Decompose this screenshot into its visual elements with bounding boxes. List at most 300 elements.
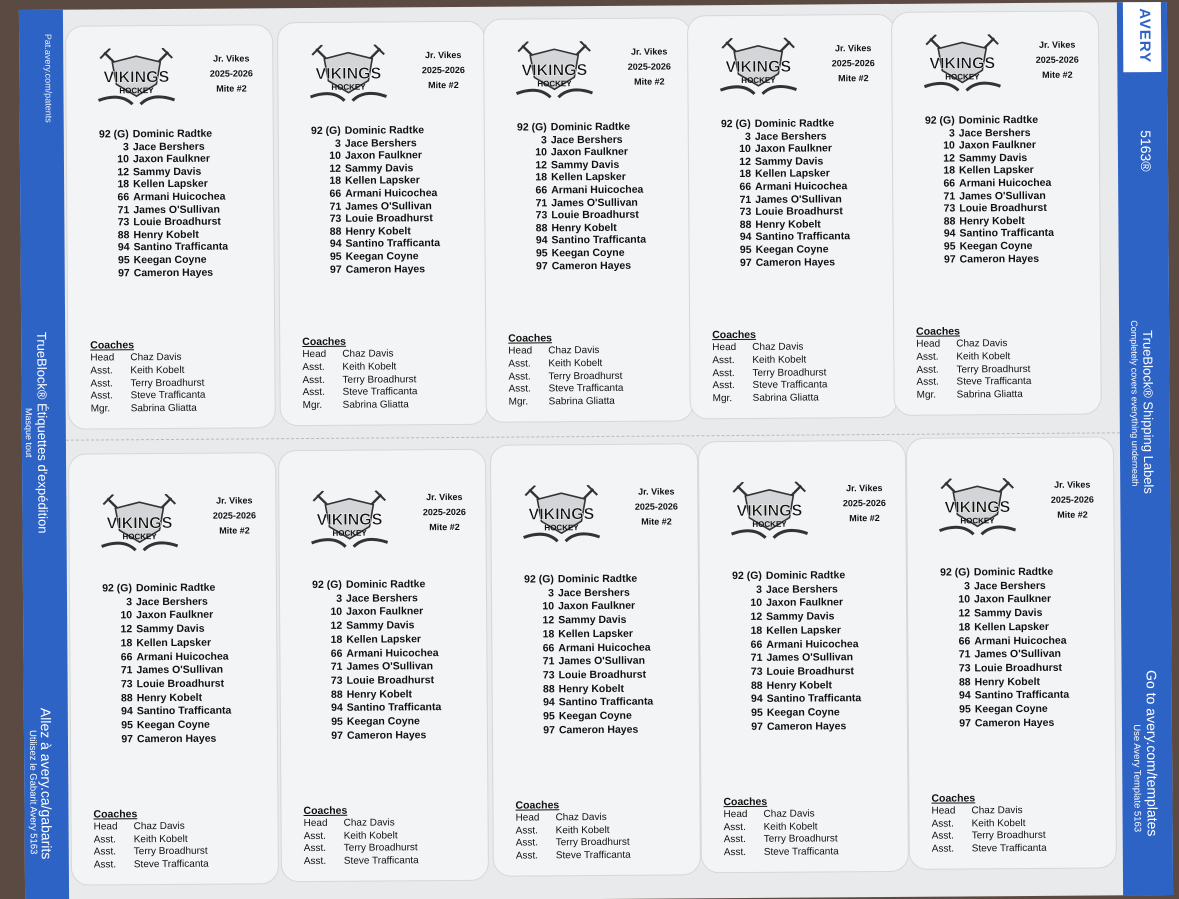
jersey-number: 10 [739,143,751,156]
roster-row [500,627,696,642]
player-name: James O'Sullivan [959,189,1046,203]
roster-row [917,689,1113,704]
roster-row [708,637,904,652]
vikings-hockey-logo-icon [916,34,1008,101]
jersey-number: 66 [943,177,956,190]
coach-name: Terry Broadhurst [555,837,630,849]
vikings-hockey-logo-icon [723,481,815,548]
jersey-number: 95 [543,710,555,723]
player-name: Jace Bershers [344,136,417,150]
player-name: Cameron Hayes [974,716,1055,730]
jersey-number: 88 [329,225,342,238]
coaches-block [712,328,893,406]
jersey-number: 12 [739,155,752,168]
player-name: Dominic Radtke [344,124,425,137]
roster-row [78,609,274,624]
coaches-list [723,808,903,860]
season: 2025-2026 [627,61,671,72]
coaches-title: Coaches [515,799,560,812]
roster-label [65,24,276,429]
roster-row [916,620,1112,635]
player-name: Kellen Lapsker [345,174,420,188]
roster-row [500,600,696,615]
coach-row [916,376,1096,390]
roster-row [708,583,904,598]
player-name: Henry Kobelt [133,228,199,241]
player-name: Sammy Davis [550,158,620,172]
jersey-number: 92 (G) [924,114,955,127]
jersey-number: 66 [750,638,763,651]
jersey-number: 94 [329,238,342,251]
roster-row [501,682,697,697]
roster-row [78,636,274,651]
coaches-title: Coaches [508,332,553,345]
player-name: Jace Bershers [765,583,838,596]
jersey-number: 95 [331,715,343,728]
jersey-number: 97 [943,253,956,266]
jersey-number: 71 [943,190,956,203]
roster-row [916,661,1112,676]
coach-row [304,842,484,856]
coach-row [712,341,892,355]
coach-name: Sabrina Gliatta [342,399,409,411]
coach-row [304,817,484,831]
coach-row [516,837,696,851]
label-sheet [19,2,1173,899]
roster-row [500,586,696,601]
coach-name: Terry Broadhurst [971,830,1046,842]
vikings-hockey-logo-icon [93,494,185,561]
jersey-number: 12 [330,619,343,632]
coaches-list [508,344,688,409]
roster-row [501,668,697,683]
player-name: Kellen Lapsker [766,624,841,637]
jersey-number: 92 (G) [732,569,762,583]
label-header [818,41,888,86]
jersey-number: 92 (G) [312,578,342,591]
label-header [196,51,266,96]
jersey-number: 94 [943,227,956,240]
coach-row [303,399,483,413]
coaches-block [303,804,483,869]
player-name: Louie Broadhurst [345,212,433,225]
coach-role: Mgr. [302,400,323,412]
coach-name: Sabrina Gliatta [130,402,197,415]
season: 2025-2026 [842,497,886,509]
jersey-number: 94 [331,702,343,715]
coaches-title: Coaches [93,808,138,821]
jersey-number: 18 [542,628,555,641]
team-name: Jr. Vikes [638,486,675,497]
coach-row [304,829,484,843]
coach-name: Chaz Davis [343,817,395,829]
coaches-block [515,798,695,863]
coach-name: Steve Trafficanta [130,390,206,402]
player-name: Henry Kobelt [346,687,413,701]
player-name: Dominic Radtke [765,569,846,582]
player-name: Kellen Lapsker [959,164,1034,177]
player-name: Armani Huicochea [959,176,1052,190]
coach-role: Head [931,805,956,817]
roster-list [75,127,272,279]
vikings-hockey-logo-icon [302,44,394,111]
masque-text: Masque tout [23,407,35,458]
player-name: James O'Sullivan [766,651,854,665]
coach-role: Asst. [515,825,538,837]
coach-name: Sabrina Gliatta [752,392,819,405]
division: Mite #2 [429,521,460,533]
jersey-number: 66 [958,634,971,647]
logo-word-bottom: HOCKEY [122,532,157,542]
player-name: Cameron Hayes [755,255,836,269]
coach-name: Chaz Davis [342,348,394,360]
coach-name: Keith Kobelt [130,364,185,377]
label-header [199,493,269,538]
player-name: Jaxon Faulkner [558,600,636,613]
logo-word-bottom: HOCKEY [752,519,787,529]
player-name: Dominic Radtke [132,127,213,141]
roster-row [708,624,904,639]
jersey-number: 10 [535,146,547,159]
coach-role: Mgr. [712,393,733,405]
roster-row [916,579,1112,594]
jersey-number: 10 [329,149,341,163]
coaches-list [302,348,482,413]
player-name: Kellen Lapsker [133,178,208,191]
player-name: Henry Kobelt [974,675,1040,688]
jersey-number: 3 [334,137,341,150]
coach-name: Keith Kobelt [956,350,1011,363]
jersey-number: 66 [535,184,548,197]
jersey-number: 88 [120,691,133,704]
label-header [829,481,899,526]
jersey-number: 94 [543,696,555,709]
coach-row [932,817,1112,831]
roster-row [289,729,485,744]
roster-list [493,120,690,272]
coach-name: Keith Kobelt [763,821,818,833]
coaches-list [931,804,1111,856]
roster-row [494,259,690,273]
coach-row [713,392,893,406]
coach-role: Asst. [916,351,939,363]
season: 2025-2026 [422,506,466,518]
logo-word-top: VIKINGS [103,68,170,87]
player-name: Sammy Davis [754,155,824,168]
player-name: Louie Broadhurst [133,215,221,229]
coach-role: Asst. [93,846,117,858]
roster-row [500,655,696,670]
roster-row [501,723,697,738]
roster-row [78,595,274,610]
roster-row [500,641,696,656]
player-name: Louie Broadhurst [766,665,855,678]
jersey-number: 71 [958,648,971,661]
player-name: Jace Bershers [550,133,623,146]
roster-row [916,634,1112,649]
player-name: Armani Huicochea [551,183,644,197]
roster-row [709,692,905,707]
roster-label [483,17,694,422]
coaches-title: Coaches [712,329,757,342]
roster-row [288,262,484,276]
right-brand-stripe [1117,2,1173,895]
division: Mite #2 [838,73,869,84]
roster-row [288,660,484,675]
division: Mite #2 [428,79,459,91]
coach-role: Asst. [723,847,747,859]
coach-row [724,833,904,847]
player-name: Kellen Lapsker [346,633,422,646]
logo-word-top: VIKINGS [736,502,803,521]
coaches-title: Coaches [303,804,348,818]
player-name: Jaxon Faulkner [132,152,211,166]
jersey-number: 12 [750,610,763,624]
jersey-number: 95 [121,719,133,732]
roster-row [79,718,275,733]
jersey-number: 3 [122,140,129,153]
jersey-number: 95 [959,703,971,716]
coach-row [91,402,271,416]
player-name: Louie Broadhurst [959,202,1047,215]
player-name: Jaxon Faulkner [754,142,832,156]
coaches-block [931,791,1111,856]
roster-row [501,709,697,724]
player-name: Dominic Radtke [973,565,1054,579]
roster-row [78,622,274,637]
logo-word-bottom: HOCKEY [331,82,366,92]
jersey-number: 18 [117,178,130,191]
roster-row [708,569,904,584]
coaches-list [94,820,274,872]
coach-name: Steve Trafficanta [343,855,419,867]
jersey-number: 94 [750,693,763,706]
player-name: Jace Bershers [345,591,418,605]
logo-word-bottom: HOCKEY [544,523,579,533]
logo-word-bottom: HOCKEY [960,516,995,526]
coach-role: Asst. [712,354,735,366]
logo-word-top: VIKINGS [725,58,792,77]
roster-label [687,14,898,419]
roster-row [917,675,1113,690]
player-name: Keegan Coyne [755,243,829,256]
coach-row [508,344,688,358]
coach-role: Head [302,348,327,361]
jersey-number: 92 (G) [720,117,751,131]
coach-row [304,855,484,869]
player-name: Keegan Coyne [558,709,632,723]
coach-role: Asst. [90,390,113,402]
logo-word-bottom: HOCKEY [537,79,572,89]
jersey-number: 10 [330,606,343,619]
player-name: Santino Trafficanta [959,227,1055,240]
jersey-number: 95 [751,706,763,719]
coach-name: Terry Broadhurst [763,833,838,846]
player-name: Louie Broadhurst [346,674,435,687]
season: 2025-2026 [831,58,875,69]
player-name: James O'Sullivan [558,654,646,668]
logo-word-bottom: HOCKEY [332,528,367,538]
player-name: Armani Huicochea [974,634,1067,647]
player-name: Sammy Davis [766,610,835,623]
player-name: Cameron Hayes [136,732,217,745]
jersey-number: 88 [542,682,555,696]
player-name: Jace Bershers [958,126,1031,140]
roster-row [917,716,1113,731]
coaches-list [90,351,270,416]
logo-word-top: VIKINGS [944,499,1011,517]
player-name: James O'Sullivan [133,203,220,216]
player-name: James O'Sullivan [345,199,432,213]
jersey-number: 3 [336,592,343,605]
roster-label [68,452,279,885]
coach-name: Terry Broadhurst [342,373,417,386]
roster-row [501,696,697,711]
player-name: Louie Broadhurst [551,208,639,222]
jersey-number: 97 [543,724,555,737]
coach-name: Terry Broadhurst [548,370,623,382]
coaches-block [508,332,689,410]
team-name: Jr. Vikes [213,53,250,64]
jersey-number: 66 [330,647,343,660]
roster-row [289,701,485,716]
coach-name: Steve Trafficanta [752,379,828,392]
jersey-number: 94 [958,689,971,702]
coaches-title: Coaches [916,325,960,338]
roster-row [916,607,1112,622]
url-fr: Allez à avery.ca/gabarits [37,707,55,860]
coach-name: Keith Kobelt [133,833,188,845]
player-name: Jaxon Faulkner [344,149,422,162]
coach-role: Head [303,817,328,829]
player-name: Kellen Lapsker [755,167,830,181]
coach-role: Asst. [916,364,939,376]
coach-role: Asst. [90,377,113,390]
coach-row [509,396,689,410]
roster-row [902,252,1098,266]
jersey-number: 88 [330,688,343,701]
roster-list [288,578,485,744]
jersey-number: 66 [117,191,130,204]
player-name: Sammy Davis [136,622,205,636]
jersey-number: 12 [958,607,971,620]
player-name: Keegan Coyne [133,253,207,267]
roster-list [916,565,1113,731]
coach-name: Steve Trafficanta [548,383,624,395]
jersey-number: 73 [739,206,752,219]
coach-row [91,390,271,404]
jersey-number: 12 [943,152,955,165]
roster-row [288,591,484,606]
player-name: Keegan Coyne [345,250,419,263]
jersey-number: 10 [958,593,971,606]
coach-row [516,824,696,838]
jersey-number: 71 [117,203,130,216]
coach-name: Chaz Davis [548,344,600,357]
coaches-title: Coaches [723,795,768,809]
jersey-number: 73 [958,662,971,675]
team-name: Jr. Vikes [630,46,668,57]
roster-list [500,572,697,738]
jersey-number: 12 [117,166,130,179]
player-name: Jaxon Faulkner [346,605,424,619]
roster-row [78,650,274,665]
coach-name: Keith Kobelt [971,817,1026,829]
jersey-number: 92 (G) [516,121,547,134]
player-name: Henry Kobelt [558,682,625,695]
coach-name: Chaz Davis [130,351,182,364]
jersey-number: 71 [750,652,763,665]
team-name: Jr. Vikes [1054,479,1091,490]
coach-row [712,367,892,381]
jersey-number: 73 [330,674,343,687]
jersey-number: 18 [958,621,971,634]
player-name: Henry Kobelt [766,678,833,692]
division: Mite #2 [641,516,672,527]
product-name-en: TrueBlock® Shipping Labels [1140,330,1157,494]
coach-role: Asst. [302,361,325,373]
coach-row [303,386,483,400]
covers-text: Completely covers everything underneath [1129,320,1141,487]
roster-label [891,10,1102,415]
division: Mite #2 [219,525,250,536]
coach-row [931,804,1111,818]
jersey-number: 10 [750,597,763,610]
player-name: Dominic Radtke [958,113,1039,127]
coach-row [509,383,689,397]
coach-role: Asst. [508,383,531,396]
coaches-list [712,341,892,406]
roster-row [708,651,904,666]
coach-row [94,833,274,847]
coach-row [932,843,1112,857]
player-name: Santino Trafficanta [345,237,441,251]
player-name: Cameron Hayes [345,262,426,276]
jersey-number: 71 [739,193,752,206]
coach-role: Head [723,808,748,820]
roster-row [916,565,1112,580]
label-header [621,484,691,529]
player-name: Kellen Lapsker [551,171,626,184]
vikings-hockey-logo-icon [712,38,804,105]
roster-row [288,633,484,648]
coaches-block [302,335,483,413]
coach-row [723,808,903,822]
roster-list [287,124,484,276]
player-name: Armani Huicochea [558,641,651,654]
jersey-number: 66 [739,180,752,193]
coach-row [917,389,1097,403]
coach-role: Asst. [712,367,735,379]
coach-role: Asst. [931,843,955,855]
jersey-number: 18 [750,624,763,637]
jersey-number: 88 [958,676,971,689]
logo-word-bottom: HOCKEY [945,72,980,82]
coaches-list [516,811,696,863]
season: 2025-2026 [1035,54,1079,65]
player-name: Santino Trafficanta [136,704,232,718]
division: Mite #2 [1042,69,1073,80]
roster-label [278,449,489,882]
coach-name: Terry Broadhurst [956,363,1031,376]
coach-role: Head [90,352,115,364]
player-name: Keegan Coyne [974,702,1048,716]
player-name: Santino Trafficanta [133,240,229,254]
coach-role: Asst. [508,371,531,383]
jersey-number: 97 [329,263,342,276]
coach-row [516,811,696,825]
jersey-number: 95 [739,243,752,256]
